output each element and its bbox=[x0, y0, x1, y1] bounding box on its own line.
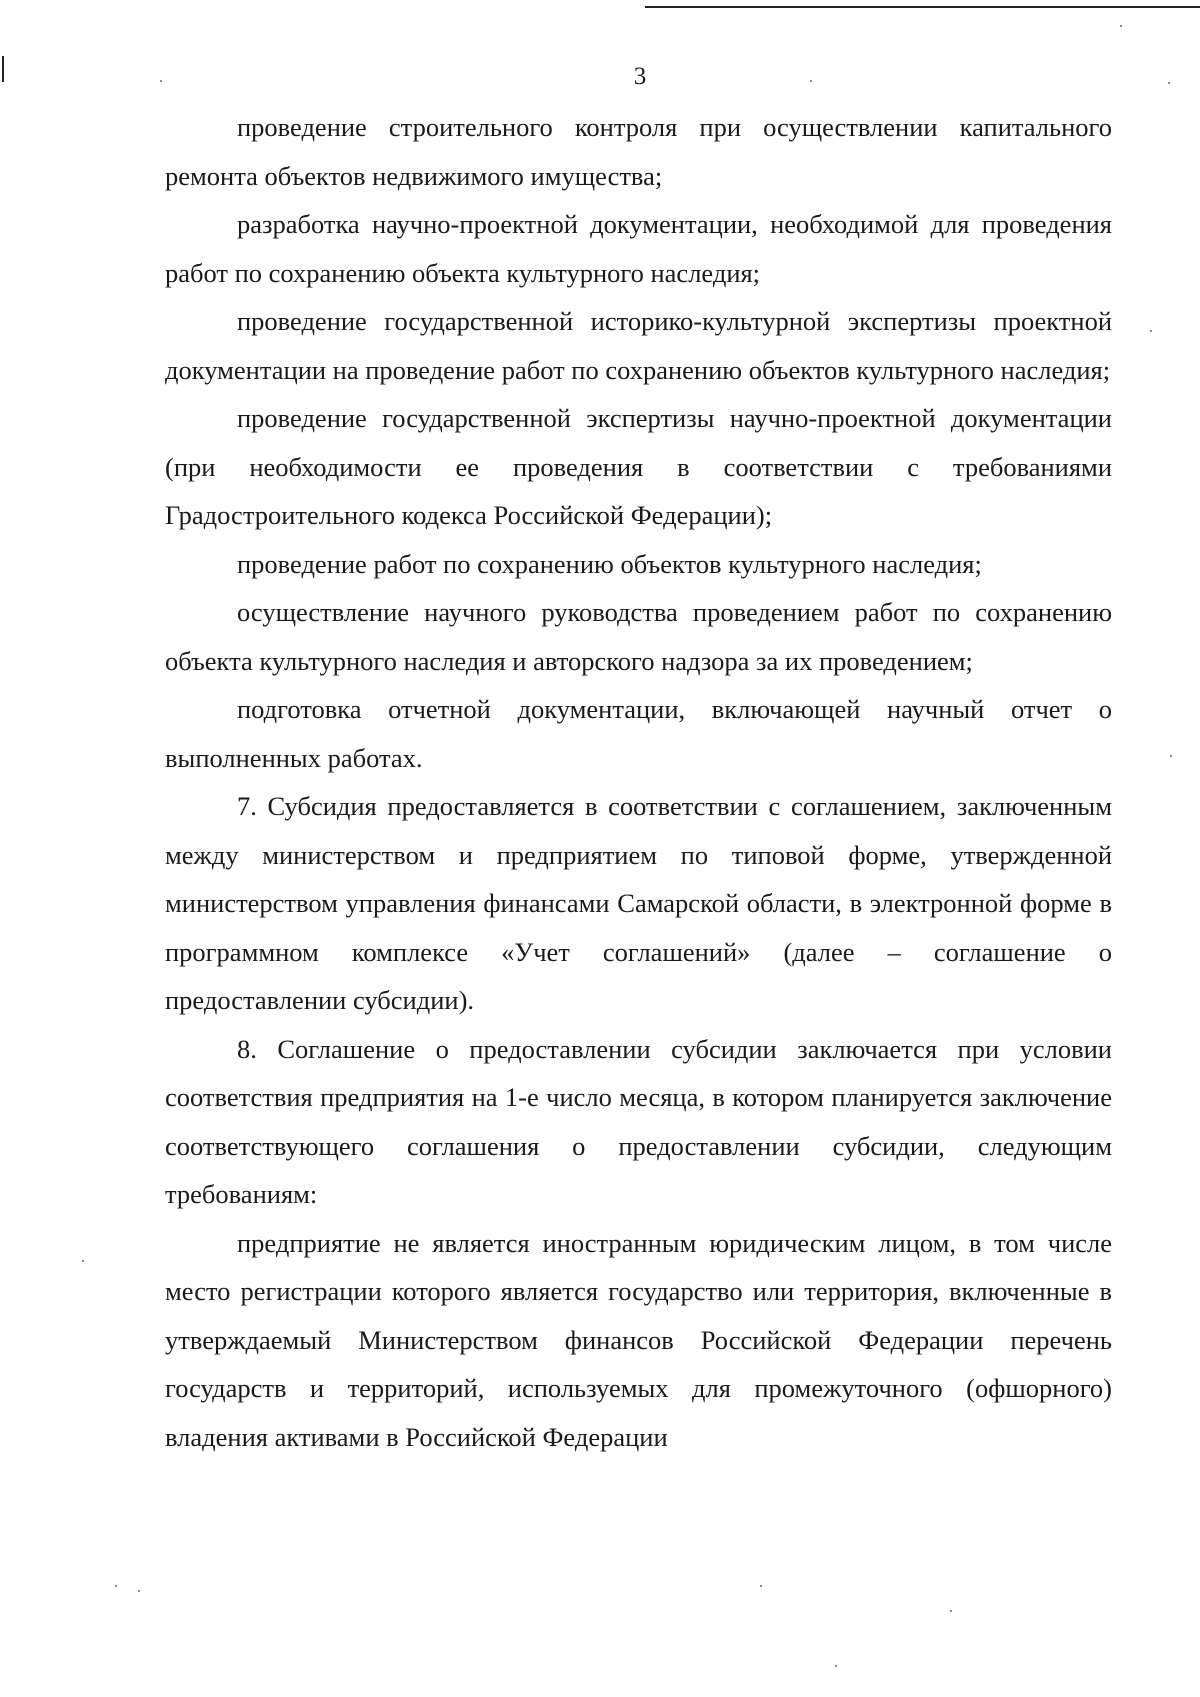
paragraph-item-7-subsidy-agreement: 7. Субсидия предоставляется в соответствии с соглашением, заключенным между министерством и предприятием по типовой форме, утвержденной министерством управления финансами Самарской области, в электронной форме в программном комплексе «Учет соглашений» (далее – соглашение о предоставлении субсидии). bbox=[165, 791, 1112, 1015]
scan-speck bbox=[82, 1260, 84, 1262]
paragraph-scientific-design-docs: разработка научно-проектной документации, необходимой для проведения работ по сохранению объекта культурного наследия; bbox=[165, 209, 1112, 288]
paragraph-historical-cultural-expertise: проведение государственной историко-культурной экспертизы проектной документации на проведение работ по сохранению объектов культурного наследия; bbox=[165, 306, 1112, 385]
scan-speck bbox=[115, 1585, 117, 1587]
scan-speck bbox=[760, 1585, 762, 1587]
paragraph-preservation-works: проведение работ по сохранению объектов культурного наследия; bbox=[237, 548, 982, 579]
scan-speck bbox=[138, 1590, 140, 1592]
document-body bbox=[165, 103, 1112, 1461]
scan-speck bbox=[1120, 25, 1122, 27]
page-number: 3 bbox=[633, 63, 647, 90]
scan-speck bbox=[810, 80, 812, 82]
paragraph-state-expertise: проведение государственной экспертизы научно-проектной документации (при необходимости ее проведения в соответствии с требованиями Градостроительного кодекса Российской Федерации); bbox=[165, 403, 1112, 530]
paragraph-construction-control: проведение строительного контроля при осуществлении капитального ремонта объектов недвижимого имущества; bbox=[165, 112, 1112, 191]
paragraph-not-foreign-entity: предприятие не является иностранным юридическим лицом, в том числе место регистрации которого является государство или территория, включенные в утверждаемый Министерством финансов Российской Федерации перечень государств и территорий, используемых для промежуточного (офшорного) владения активами в Российской Федерации bbox=[165, 1227, 1112, 1452]
scan-speck bbox=[1168, 82, 1170, 84]
scan-speck bbox=[1150, 330, 1152, 332]
scan-speck bbox=[160, 80, 162, 82]
scan-speck bbox=[950, 1610, 952, 1612]
scan-speck bbox=[1170, 755, 1172, 757]
top-edge-rule bbox=[645, 6, 1200, 8]
scan-speck bbox=[835, 1665, 837, 1667]
paragraph-item-8-agreement-conditions: 8. Соглашение о предоставлении субсидии заключается при условии соответствия предприятия на 1-е число месяца, в котором планируется заключение соответствующего соглашения о предоставлении субсидии, следующим требованиям: bbox=[165, 1033, 1112, 1209]
paragraph-reporting-documentation: подготовка отчетной документации, включающей научный отчет о выполненных работах. bbox=[165, 694, 1112, 773]
paragraph-scientific-supervision: осуществление научного руководства проведением работ по сохранению объекта культурного наследия и авторского надзора за их проведением; bbox=[165, 597, 1112, 676]
